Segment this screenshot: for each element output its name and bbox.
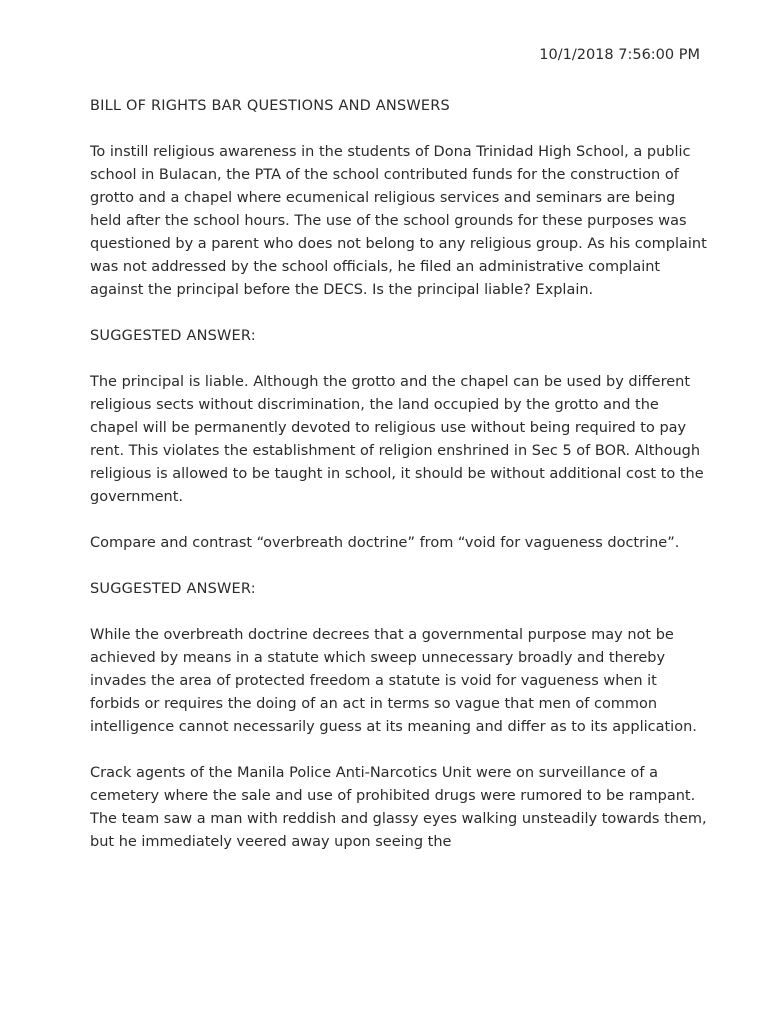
document-body [90, 95, 710, 877]
answer-paragraph: While the overbreath doctrine decrees that a governmental purpose may not be achieved by means in a statute which sweep unnecessary broadly and thereby invades the area of protected freedom a statute is void for vagueness when it forbids or requires the doing of an act in terms so vague that men of common intelligence cannot necessarily guess at its meaning and differ as to its application. [90, 627, 697, 735]
question-paragraph: To instill religious awareness in the students of Dona Trinidad High School, a public school in Bulacan, the PTA of the school contributed funds for the construction of grotto and a chapel where ecumenical religious services and seminars are being held after the school hours. The use of the school grounds for these purposes was questioned by a parent who does not belong to any religious group. As his complaint was not addressed by the school officials, he filed an administrative complaint against the principal before the DECS. Is the principal liable? Explain. [90, 144, 707, 298]
question-paragraph: Compare and contrast “overbreath doctrine” from “void for vagueness doctrine”. [90, 535, 680, 551]
suggested-answer-label: SUGGESTED ANSWER: [90, 581, 256, 597]
suggested-answer-label: SUGGESTED ANSWER: [90, 328, 256, 344]
question-paragraph: Crack agents of the Manila Police Anti-Narcotics Unit were on surveillance of a cemetery where the sale and use of prohibited drugs were rumored to be rampant. The team saw a man with reddish and glassy eyes walking unsteadily towards them, but he immediately veered away upon seeing the [90, 765, 707, 850]
document-timestamp: 10/1/2018 7:56:00 PM [539, 47, 700, 63]
answer-paragraph: The principal is liable. Although the grotto and the chapel can be used by different religious sects without discrimination, the land occupied by the grotto and the chapel will be permanently devoted to religious use without being required to pay rent. This violates the establishment of religion enshrined in Sec 5 of BOR. Although religious is allowed to be taught in school, it should be without additional cost to the government. [90, 374, 704, 505]
document-title: BILL OF RIGHTS BAR QUESTIONS AND ANSWERS [90, 98, 450, 114]
